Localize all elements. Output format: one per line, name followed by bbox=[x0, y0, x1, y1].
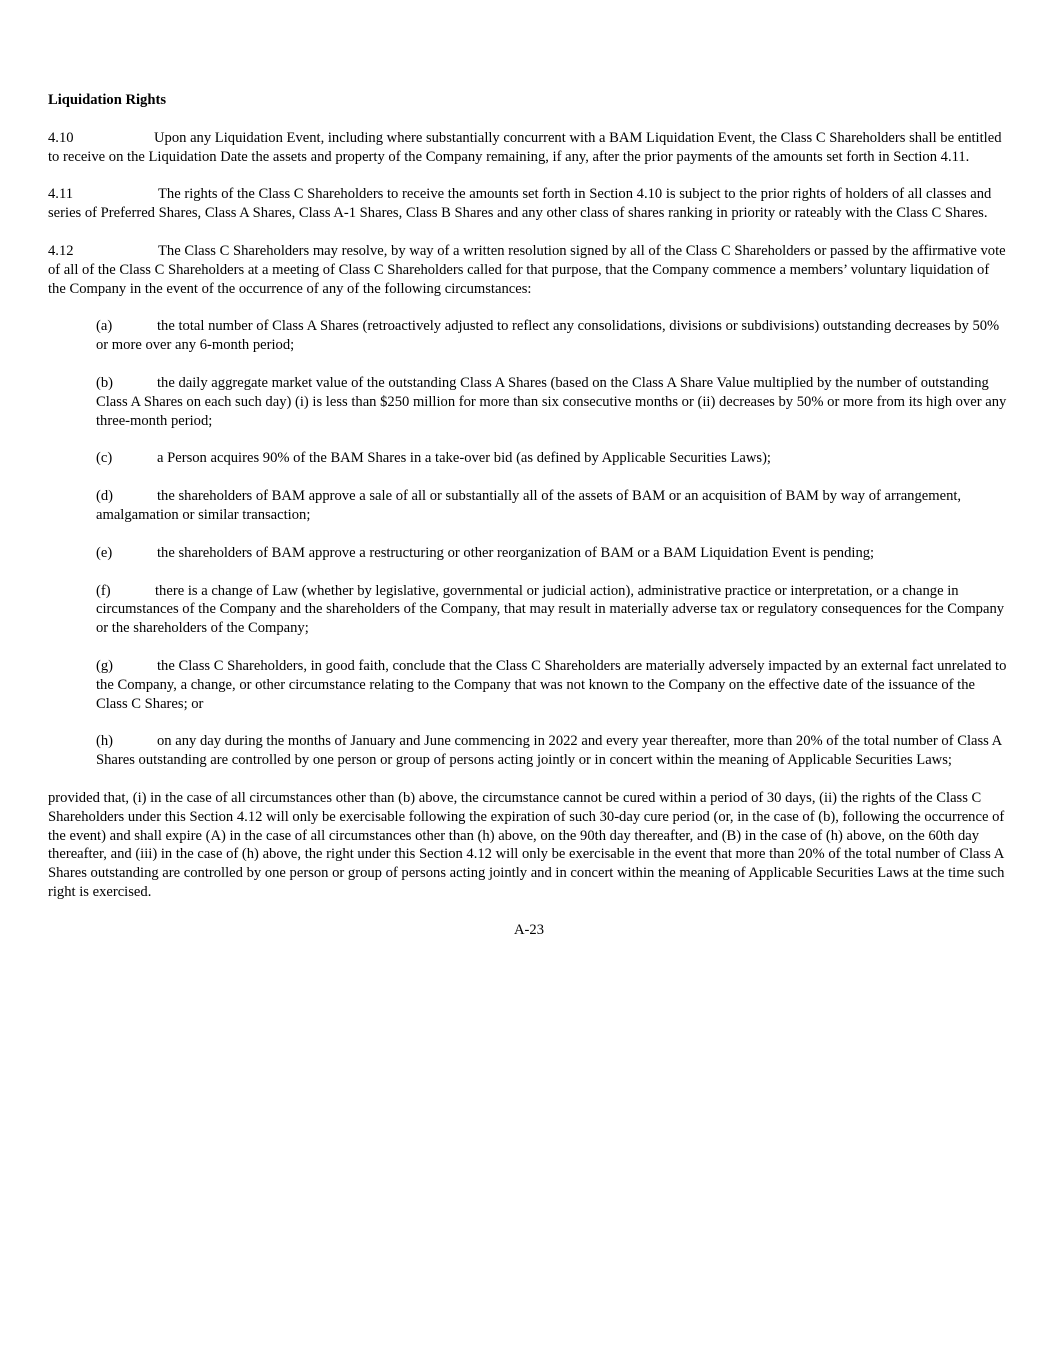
list-item-a bbox=[96, 317, 1010, 355]
paragraph-text: The Class C Shareholders may resolve, by way of a written resolution signed by all of the Class C Shareholders or passed by the affirmative vote of all of the Class C Shareholders at a meeting of Class C Shareholders called for that purpose, that the Company commence a members’ voluntary liquidation of the Company in the event of the occurrence of any of the following circumstances: bbox=[48, 242, 1006, 297]
item-text: the daily aggregate market value of the outstanding Class A Shares (based on the Class A Share Value multiplied by the number of outstanding Class A Shares on each such day) (i) is less than $250 million for more than six consecutive months or (ii) decreases by 50% or more from its high over any three-month period; bbox=[96, 374, 1007, 429]
item-label: (h) bbox=[96, 733, 114, 750]
item-label: (f) bbox=[96, 582, 111, 599]
paragraph-4-12 bbox=[48, 242, 1010, 298]
item-text: a Person acquires 90% of the BAM Shares in a take-over bid (as defined by Applicable Securities Laws); bbox=[157, 450, 771, 467]
list-item-c bbox=[96, 449, 1010, 468]
item-text: the shareholders of BAM approve a restructuring or other reorganization of BAM or a BAM Liquidation Event is pending; bbox=[157, 544, 875, 561]
item-label: (c) bbox=[96, 450, 113, 467]
list-item-e bbox=[96, 544, 1010, 563]
item-text: on any day during the months of January and June commencing in 2022 and every year thereafter, more than 20% of the total number of Class A Shares outstanding are controlled by one person or group of persons acting jointly or in concert within the meaning of Applicable Securities Laws; bbox=[96, 733, 1002, 769]
paragraph-4-11 bbox=[48, 185, 1010, 223]
page-number: A-23 bbox=[514, 921, 544, 938]
document-page bbox=[48, 91, 1010, 940]
item-label: (d) bbox=[96, 488, 114, 505]
item-label: (b) bbox=[96, 374, 114, 391]
item-text: there is a change of Law (whether by legislative, governmental or judicial action), administrative practice or interpretation, or a change in circumstances of the Company and the shareholders of the Company, that may result in materially adverse tax or regulatory consequences for the Company or the shareholders of the Company; bbox=[96, 582, 1005, 637]
item-label: (a) bbox=[96, 318, 113, 335]
item-label: (g) bbox=[96, 657, 114, 674]
list-item-h bbox=[96, 732, 1010, 770]
item-text: the Class C Shareholders, in good faith, conclude that the Class C Shareholders are materially adversely impacted by an external fact unrelated to the Company, a change, or other circumstance relating to the Company that was not known to the Company on the effective date of the issuance of the Class C Shares; or bbox=[96, 657, 1007, 712]
list-item-g bbox=[96, 657, 1010, 713]
paragraph-number: 4.11 bbox=[48, 186, 73, 203]
proviso-paragraph: provided that, (i) in the case of all circumstances other than (b) above, the circumstance cannot be cured within a period of 30 days, (ii) the rights of the Class C Shareholders under this Section 4.12 will only be exercisable following the expiration of such 30-day cure period (or, in the case of (b), following the occurrence of the event) and shall expire (A) in the case of all circumstances other than (h) above, on the 90th day thereafter, and (B) in the case of (h) above, on the 60th day thereafter, and (iii) in the case of (h) above, the right under this Section 4.12 will only be exercisable in the event that more than 20% of the total number of Class A Shares outstanding are controlled by one person or group of persons acting jointly and in concert within the meaning of Applicable Securities Laws at the time such right is exercised. bbox=[48, 789, 1005, 900]
paragraph-text: Upon any Liquidation Event, including where substantially concurrent with a BAM Liquidation Event, the Class C Shareholders shall be entitled to receive on the Liquidation Date the assets and property of the Company remaining, if any, after the prior payments of the amounts set forth in Section 4.11. bbox=[48, 129, 1002, 165]
list-item-b bbox=[96, 374, 1010, 430]
list-item-d bbox=[96, 487, 1010, 525]
paragraph-number: 4.10 bbox=[48, 129, 74, 146]
item-text: the shareholders of BAM approve a sale of all or substantially all of the assets of BAM or an acquisition of BAM by way of arrangement, amalgamation or similar transaction; bbox=[96, 488, 962, 523]
list-item-f bbox=[96, 582, 1010, 638]
paragraph-4-10 bbox=[48, 129, 1010, 167]
paragraph-number: 4.12 bbox=[48, 242, 74, 259]
item-label: (e) bbox=[96, 544, 113, 561]
section-heading: Liquidation Rights bbox=[48, 92, 167, 108]
item-text: the total number of Class A Shares (retroactively adjusted to reflect any consolidations, divisions or subdivisions) outstanding decreases by 50% or more over any 6-month period; bbox=[96, 318, 1000, 354]
paragraph-text: The rights of the Class C Shareholders to receive the amounts set forth in Section 4.10 is subject to the prior rights of holders of all classes and series of Preferred Shares, Class A Shares, Class A-1 Shares, Class B Shares and any other class of shares ranking in priority or rateably with the Class C Shares. bbox=[48, 186, 992, 222]
